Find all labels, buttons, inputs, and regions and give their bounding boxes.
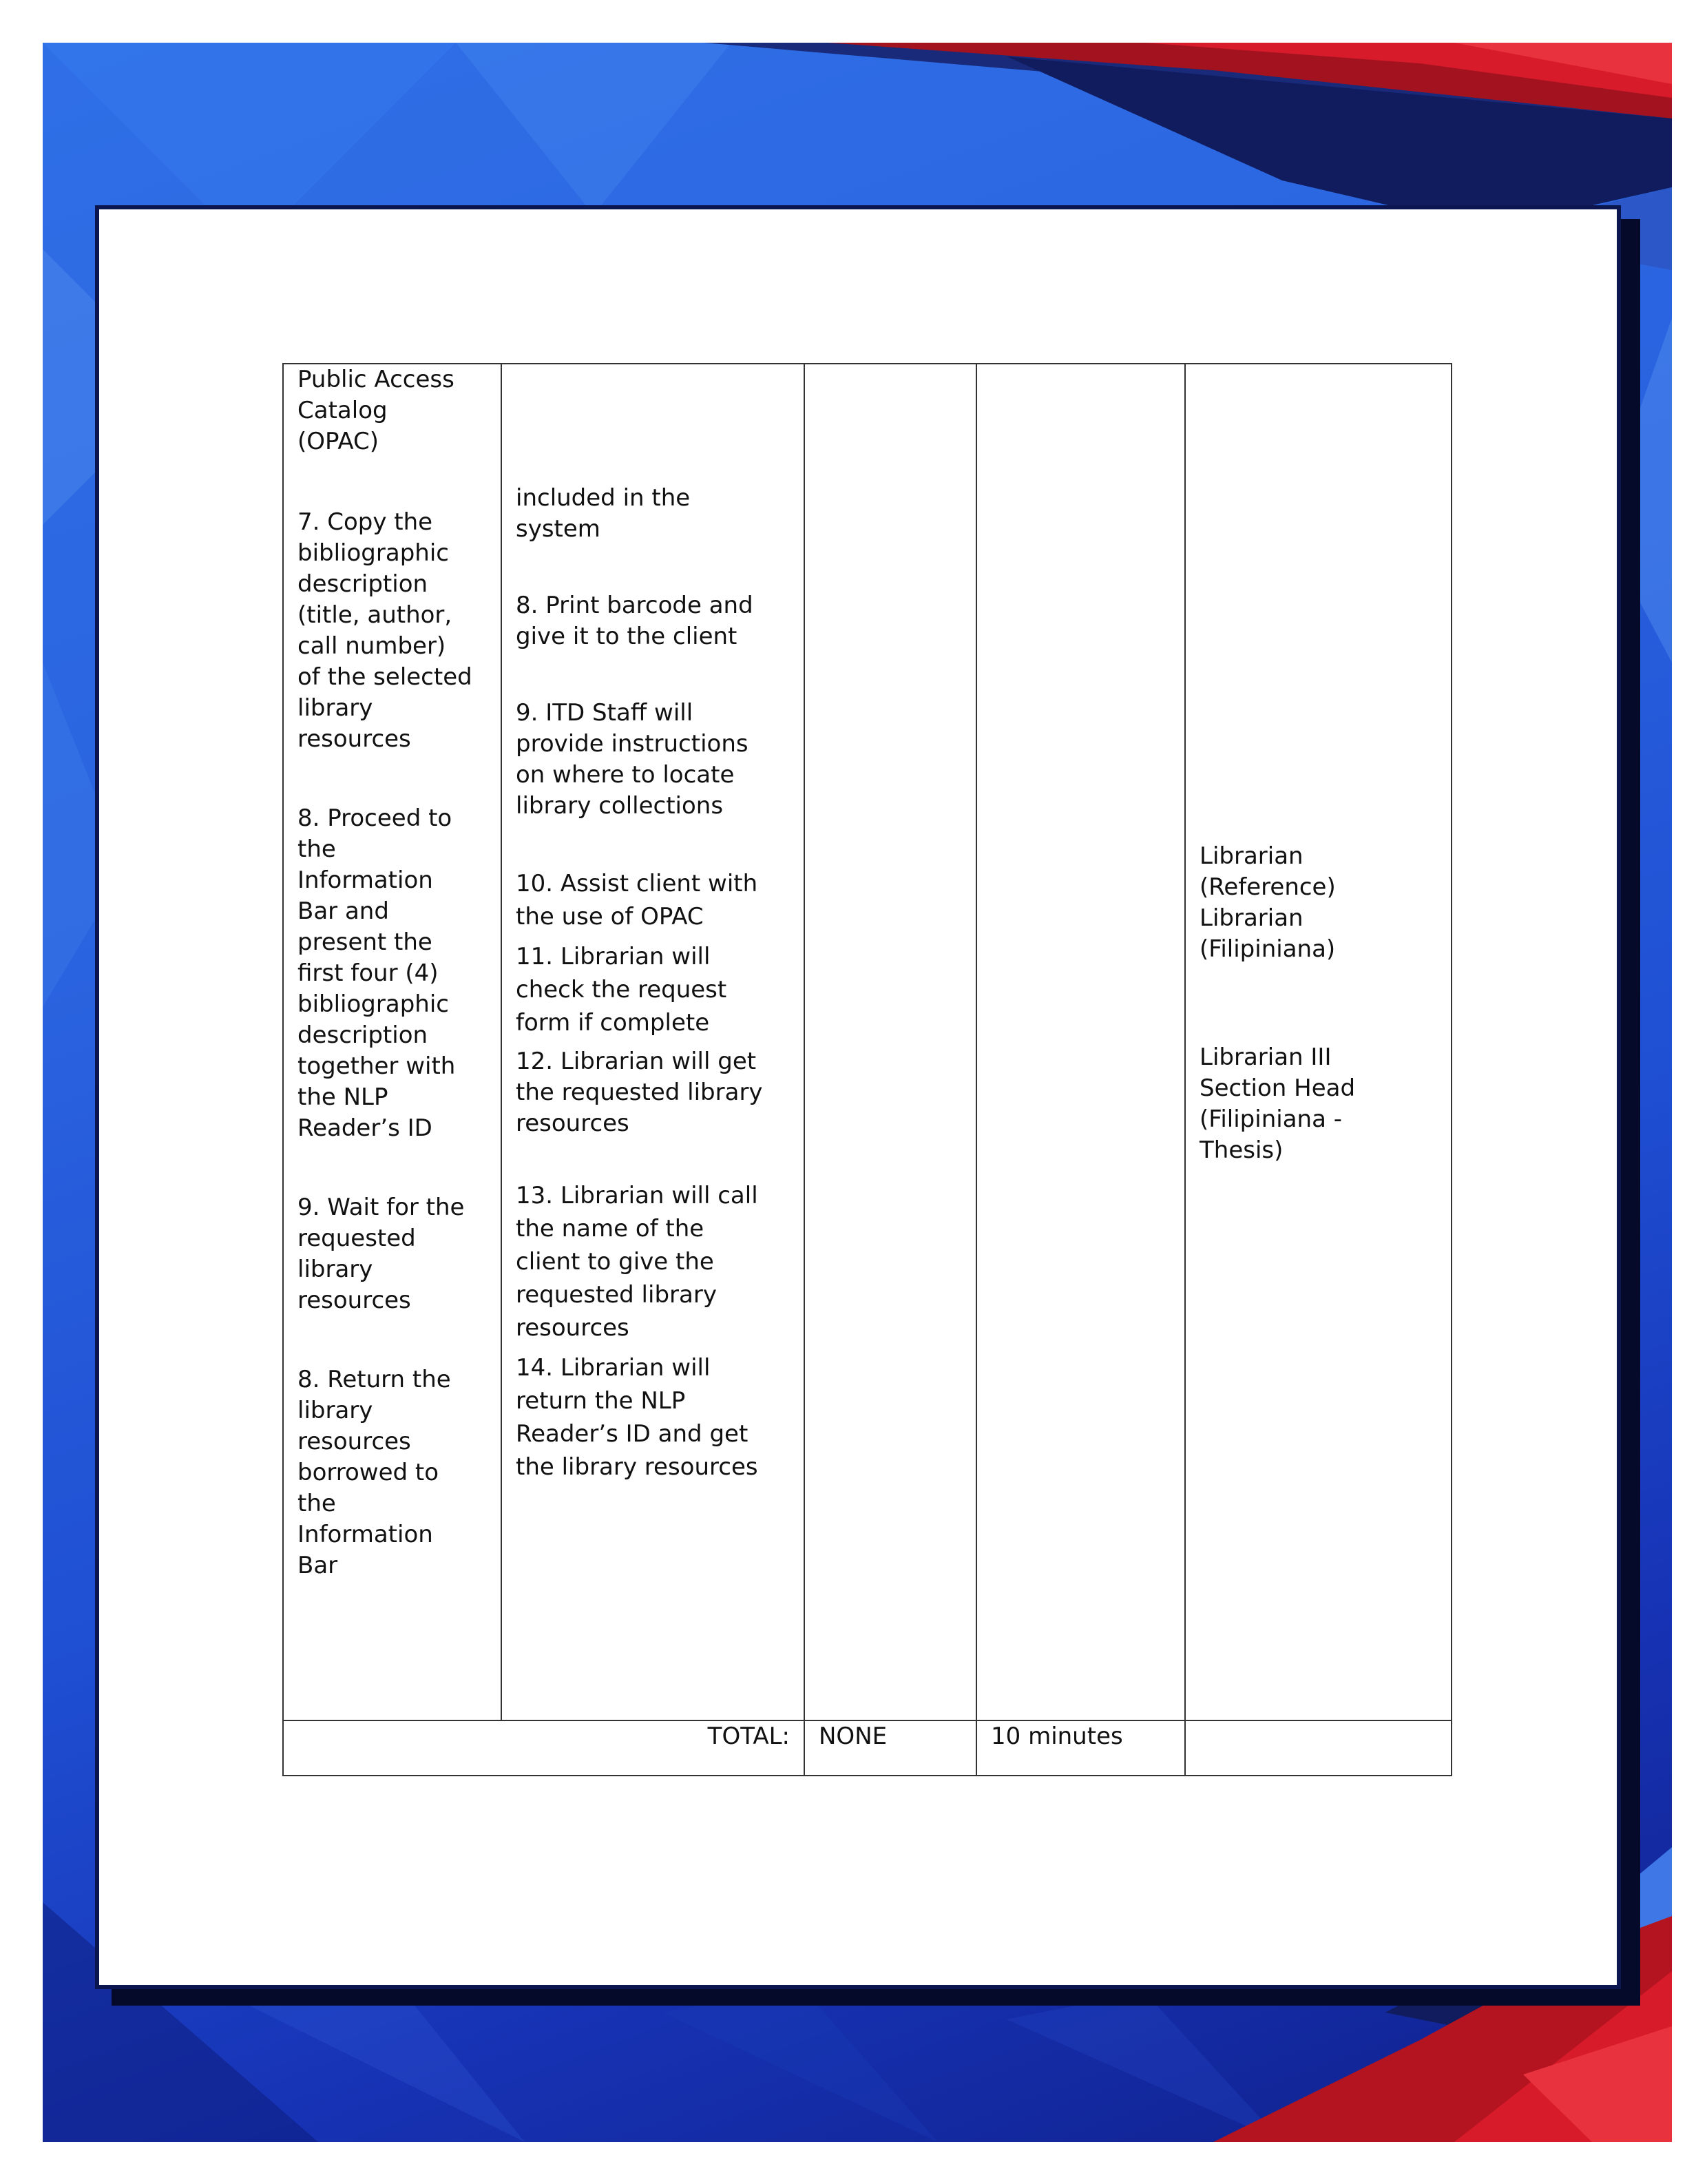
agency-action: 12. Librarian will get the requested library resources <box>516 1048 763 1137</box>
procedure-table <box>282 363 1452 1776</box>
total-label: TOTAL: <box>283 1720 804 1776</box>
agency-action: 8. Print barcode and give it to the client <box>516 592 753 650</box>
total-responsible-empty <box>1185 1720 1452 1776</box>
client-step: 7. Copy the bibliographic description (title, author, call number) of the selected library resources <box>297 508 472 753</box>
agency-action: 9. ITD Staff will provide instructions on where to locate library collections <box>516 699 748 820</box>
responsible-person: Librarian (Reference) Librarian (Filipiniana) <box>1200 842 1336 963</box>
agency-action: 13. Librarian will call the name of the client to give the requested library resources <box>516 1182 758 1342</box>
client-step: 8. Return the library resources borrowed to the Information Bar <box>297 1366 451 1579</box>
agency-action: 14. Librarian will return the NLP Reader’s ID and get the library resources <box>516 1354 758 1481</box>
fees-cell <box>804 364 976 1720</box>
client-step: 8. Proceed to the Information Bar and present the first four (4) bibliographic description together with the NLP Reader’s ID <box>297 804 456 1142</box>
processing-time-cell <box>976 364 1185 1720</box>
table-row <box>283 364 1452 1720</box>
client-step: 9. Wait for the requested library resources <box>297 1194 465 1314</box>
agency-action: 11. Librarian will check the request form if complete <box>516 943 727 1037</box>
client-steps-cell <box>283 364 501 1720</box>
agency-action: 10. Assist client with the use of OPAC <box>516 870 758 930</box>
agency-action: included in the system <box>516 484 691 543</box>
total-row <box>283 1720 1452 1776</box>
responsible-cell <box>1185 364 1452 1720</box>
responsible-person: Librarian III Section Head (Filipiniana - Thesis) <box>1200 1043 1356 1164</box>
client-step: Public Access Catalog (OPAC) <box>297 366 454 455</box>
total-time: 10 minutes <box>976 1720 1185 1776</box>
agency-actions-cell <box>501 364 804 1720</box>
total-fees: NONE <box>804 1720 976 1776</box>
